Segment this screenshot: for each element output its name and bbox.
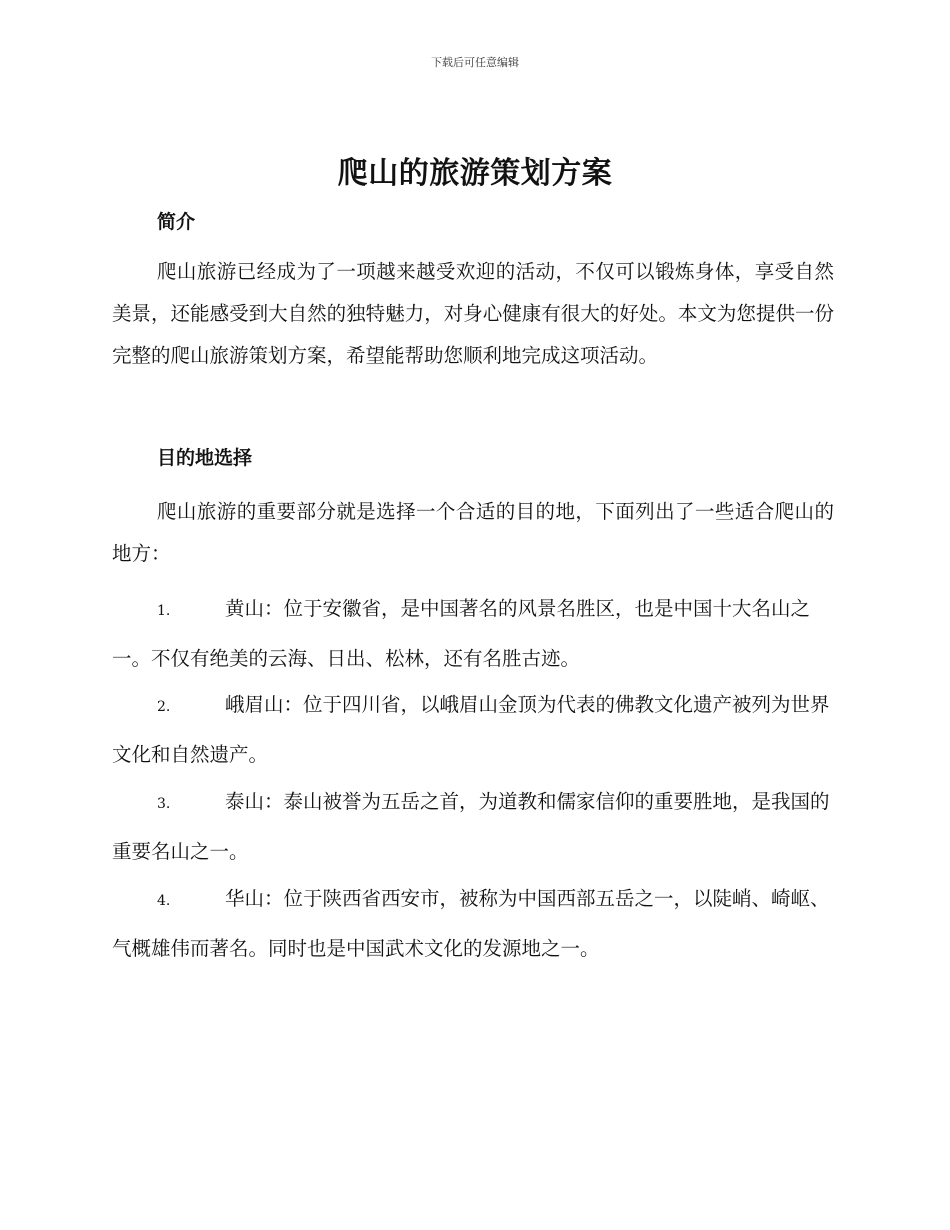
list-item: [112, 681, 834, 779]
list-text: 黄山：位于安徽省，是中国著名的风景名胜区，也是中国十大名山之一。不仅有绝美的云海、日出、松林，还有名胜古迹。: [112, 597, 811, 670]
list-item: [112, 875, 834, 973]
list-text: 泰山：泰山被誉为五岳之首，为道教和儒家信仰的重要胜地，是我国的重要名山之一。: [112, 790, 830, 863]
list-number: 1.: [157, 603, 171, 619]
list-text: 华山：位于陕西省西安市，被称为中国西部五岳之一，以陡峭、崎岖、气概雄伟而著名。同时也是中国武术文化的发源地之一。: [112, 887, 830, 960]
list-number: 4.: [157, 893, 171, 909]
list-item: [112, 585, 834, 683]
list-text: 峨眉山：位于四川省，以峨眉山金顶为代表的佛教文化遗产被列为世界文化和自然遗产。: [112, 693, 830, 766]
section-heading-destination: 目的地选择: [157, 447, 253, 469]
destination-paragraph: 爬山旅游的重要部分就是选择一个合适的目的地，下面列出了一些适合爬山的地方：: [112, 500, 834, 565]
document-title: 爬山的旅游策划方案: [337, 156, 613, 191]
header-note: 下载后可任意编辑: [431, 56, 519, 69]
list-item: [112, 778, 834, 876]
section-heading-intro: 简介: [157, 211, 196, 233]
list-number: 3.: [157, 796, 171, 812]
intro-paragraph: 爬山旅游已经成为了一项越来越受欢迎的活动，不仅可以锻炼身体，享受自然美景，还能感受到大自然的独特魅力，对身心健康有很大的好处。本文为您提供一份完整的爬山旅游策划方案，希望能帮助您顺利地完成这项活动。: [112, 260, 834, 367]
list-number: 2.: [157, 699, 171, 715]
